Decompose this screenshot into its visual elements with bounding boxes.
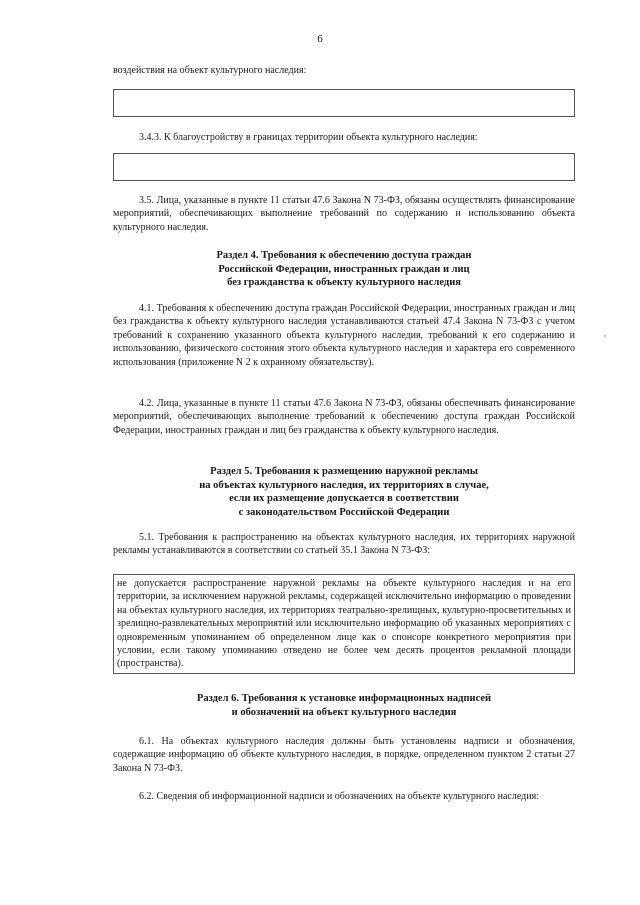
section-5-heading-line: с законодательством Российской Федерации — [238, 506, 450, 518]
section-6-heading — [113, 692, 575, 719]
page-number: 6 — [317, 33, 323, 45]
section-5-heading-line: Раздел 5. Требования к размещению наружной рекламы — [210, 466, 478, 477]
item-6-2: 6.2. Сведения об информационной надписи и обозначениях на объекте культурного наследия: — [139, 791, 539, 802]
section-4-heading-line: Российской Федерации, иностранных граждан и лиц — [218, 263, 470, 275]
section-4-heading-line: без гражданства к объекту культурного наследия — [227, 277, 461, 289]
intro-line: воздействия на объект культурного наследия: — [113, 65, 307, 76]
section-6-heading-line: и обозначений на объект культурного наследия — [231, 706, 457, 718]
empty-field-box-1 — [113, 89, 575, 117]
item-5-1: 5.1. Требования к распространению на объектах культурного наследия, их территориях наружной рекламы устанавливаются в соответствии со статьей 35.1 Закона N 73-ФЗ: — [113, 532, 575, 557]
item-4-1: 4.1. Требования к обеспечению доступа граждан Российской Федерации, иностранных граждан и лиц без гражданства к объекту культурного наследия устанавливаются статьей 47.4 Закона N 73-ФЗ с учетом требований к сохранению указанного объекта культурного наследия, требований к его содержанию и использованию, физического состояния этого объекта культурного наследия и характера его современного использования (приложение N 2 к охранному обязательству). — [113, 303, 575, 368]
empty-field-box-2 — [113, 153, 575, 181]
advertising-requirements-box: не допускается распространение наружной рекламы на объекте культурного наследия и на его территории, за исключением наружной рекламы, содержащей исключительно информацию о проведении на объектах культурного наследия, их территориях театрально-зрелищных, культурно-просветительных и зрелищно-развлекательных мероприятий или исключительно информацию об указанных мероприятиях с одновременным упоминанием об определенном лице как о спонсоре конкретного мероприятия при условии, если такому упоминанию отведено не более чем десять процентов рекламной площади (пространства). — [113, 574, 575, 674]
section-4-heading-line: Раздел 4. Требования к обеспечению доступа граждан — [216, 250, 472, 261]
section-6-heading-line: Раздел 6. Требования к установке информационных надписей — [196, 693, 492, 704]
section-5-heading-line: на объектах культурного наследия, их территориях в случае, — [199, 479, 489, 491]
section-5-heading-line: если их размещение допускается в соответствии — [229, 493, 459, 505]
item-3-5: 3.5. Лица, указанные в пункте 11 статьи 47.6 Закона N 73-ФЗ, обязаны осуществлять финансирование мероприятий, обеспечивающих выполнение требований по содержанию и использованию объекта культурного наследия. — [113, 195, 575, 233]
item-3-4-3: 3.4.3. К благоустройству в границах территории объекта культурного наследия: — [139, 132, 478, 143]
item-6-1: 6.1. На объектах культурного наследия должны быть установлены надписи и обозначения, содержащие информацию об объекте культурного наследия, в порядке, определенном пунктом 2 статьи 27 Закона N 73-ФЗ. — [113, 736, 575, 774]
margin-mark: ' — [604, 334, 606, 345]
section-4-heading — [113, 249, 575, 290]
section-5-heading — [113, 465, 575, 519]
item-4-2: 4.2. Лица, указанные в пункте 11 статьи 47.6 Закона N 73-ФЗ, обязаны обеспечивать финансирование мероприятий, обеспечивающих выполнение требований к обеспечению доступа граждан Российской Федерации, иностранных граждан и лиц без гражданства к объекту культурного наследия. — [113, 398, 575, 436]
